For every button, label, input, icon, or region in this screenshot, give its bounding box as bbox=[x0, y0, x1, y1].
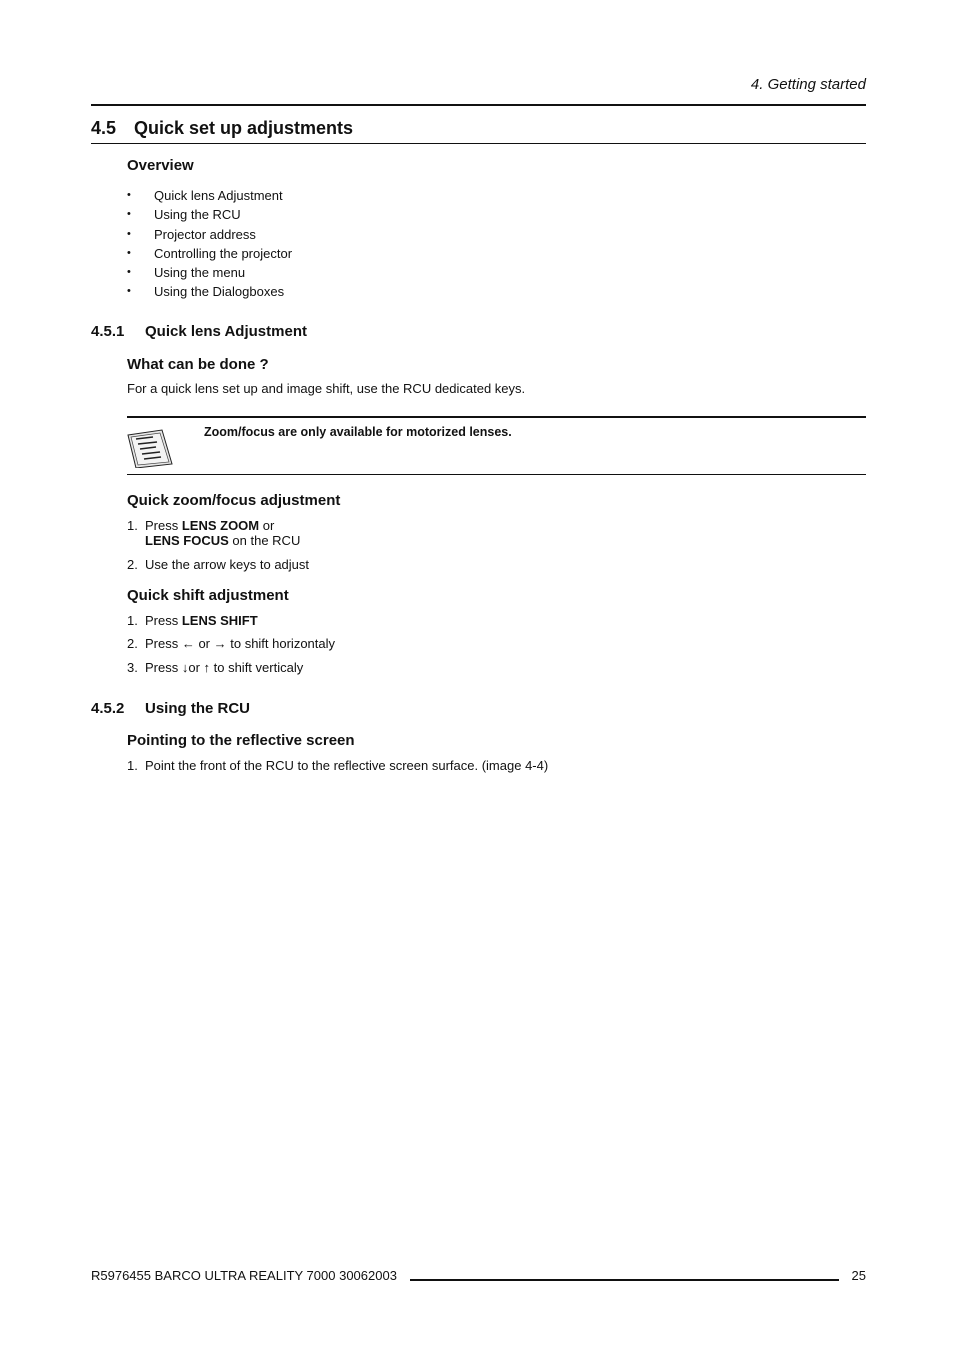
what-text: For a quick lens set up and image shift, use the RCU dedicated keys. bbox=[127, 381, 526, 396]
note-text: Zoom/focus are only available for motorized lenses. bbox=[204, 425, 512, 439]
zoom-steps bbox=[127, 518, 309, 572]
note-icon bbox=[127, 426, 175, 468]
step-text: Use the arrow keys to adjust bbox=[145, 557, 310, 572]
list-item[interactable]: • Using the menu bbox=[127, 264, 292, 283]
subsection-number: 4.5.1 bbox=[91, 323, 125, 340]
list-item bbox=[127, 758, 548, 773]
pointing-heading: Pointing to the reflective screen bbox=[127, 732, 355, 749]
subsection-number: 4.5.2 bbox=[91, 700, 125, 717]
subsection-title: Quick lens Adjustment bbox=[145, 323, 307, 340]
list-item bbox=[127, 660, 335, 675]
step-number: 2. bbox=[127, 557, 138, 572]
list-item[interactable]: • Quick lens Adjustment bbox=[127, 187, 292, 206]
section-rule bbox=[91, 143, 866, 144]
step-text: Press ↓or ↑ to shift verticaly bbox=[145, 660, 304, 675]
shift-heading: Quick shift adjustment bbox=[127, 587, 289, 604]
key-name: LENS ZOOM bbox=[181, 518, 260, 533]
step-number: 1. bbox=[127, 613, 138, 628]
subsection-heading bbox=[91, 700, 250, 717]
list-item[interactable]: • Projector address bbox=[127, 226, 292, 245]
step-text: or bbox=[259, 518, 275, 533]
key-name: LENS SHIFT bbox=[181, 613, 258, 628]
note-box bbox=[127, 416, 866, 475]
overview-heading: Overview bbox=[127, 157, 194, 174]
list-item bbox=[127, 636, 335, 651]
section-number: 4.5 bbox=[91, 118, 117, 138]
list-item[interactable]: • Using the RCU bbox=[127, 206, 292, 225]
shift-steps bbox=[127, 613, 335, 675]
step-number: 2. bbox=[127, 636, 138, 651]
step-text: on the RCU bbox=[228, 533, 301, 548]
what-heading: What can be done ? bbox=[127, 356, 269, 373]
step-number: 3. bbox=[127, 660, 138, 675]
step-text: Press bbox=[145, 518, 182, 533]
pointing-steps bbox=[127, 758, 548, 773]
chapter-title: 4. Getting started bbox=[750, 76, 866, 93]
list-item bbox=[127, 613, 335, 628]
section-heading bbox=[91, 118, 353, 139]
list-item bbox=[127, 518, 309, 548]
footer-doc-info: R5976455 BARCO ULTRA REALITY 7000 30062003 bbox=[91, 1268, 397, 1283]
overview-list bbox=[127, 187, 292, 303]
step-number: 1. bbox=[127, 758, 138, 773]
step-text: Press bbox=[145, 613, 182, 628]
list-item[interactable]: • Using the Dialogboxes bbox=[127, 283, 292, 302]
footer-rule bbox=[410, 1279, 839, 1281]
subsection-heading bbox=[91, 323, 307, 340]
header-rule bbox=[91, 104, 866, 106]
step-number: 1. bbox=[127, 518, 138, 533]
zoom-heading: Quick zoom/focus adjustment bbox=[127, 492, 341, 509]
section-title: Quick set up adjustments bbox=[134, 118, 354, 138]
list-item[interactable]: • Controlling the projector bbox=[127, 245, 292, 264]
step-text: Press ← or → to shift horizontaly bbox=[145, 636, 336, 651]
page-number: 25 bbox=[851, 1268, 866, 1283]
step-text: Point the front of the RCU to the reflective screen surface. (image 4-4) bbox=[145, 758, 549, 773]
key-name: LENS FOCUS bbox=[145, 533, 229, 548]
list-item bbox=[127, 557, 309, 572]
subsection-title: Using the RCU bbox=[145, 700, 250, 717]
